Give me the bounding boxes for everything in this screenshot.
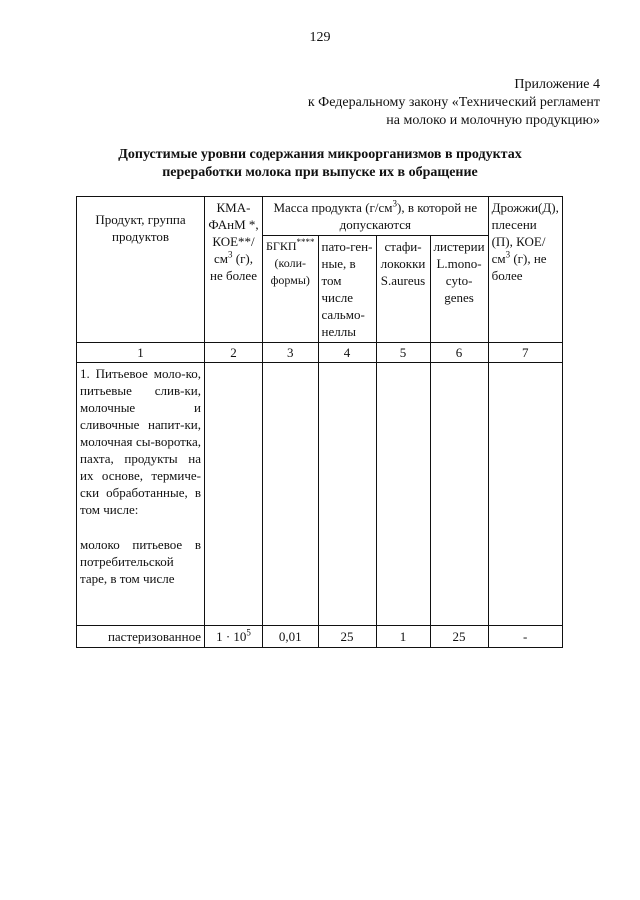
empty-cell <box>430 363 488 626</box>
column-number: 7 <box>488 343 562 363</box>
group-sub-label: молоко питьевое в потребительской таре, в том числе <box>80 537 201 586</box>
header-mass-pre: Масса продукта (г/см <box>273 200 393 215</box>
title-line-2: переработки молока при выпуске их в обращение <box>162 165 478 180</box>
row-pathogens: 25 <box>318 626 376 648</box>
header-yeast-sup: 3 <box>505 249 511 260</box>
empty-cell <box>263 363 319 626</box>
microorganism-limits-table <box>76 196 563 648</box>
page-number: 129 <box>309 30 331 45</box>
header-kmafanm <box>205 197 263 343</box>
header-bgkp <box>263 236 319 343</box>
appendix-line-1: Приложение 4 <box>514 77 600 92</box>
column-number: 5 <box>376 343 430 363</box>
header-kmafanm-unit-post: (г), не более <box>210 251 257 283</box>
group-label-cell <box>77 363 205 626</box>
header-bgkp-sub: (коли-формы) <box>270 256 310 287</box>
header-mass <box>263 197 489 236</box>
header-row-1 <box>77 197 563 236</box>
header-staph: стафи-лококки S.aureus <box>376 236 430 343</box>
row-yeast: - <box>488 626 562 648</box>
table-row <box>77 626 563 648</box>
document-title <box>60 146 580 182</box>
header-product: Продукт, группа продуктов <box>77 197 205 343</box>
empty-cell <box>488 363 562 626</box>
header-yeast-post: (г), не более <box>491 251 547 283</box>
empty-cell <box>318 363 376 626</box>
row-listeria: 25 <box>430 626 488 648</box>
empty-cell <box>376 363 430 626</box>
header-mass-post: ), в которой не допускаются <box>339 200 478 232</box>
row-kmafanm-exp: 5 <box>246 627 251 638</box>
empty-cell <box>205 363 263 626</box>
group-label: 1. Питьевое моло-ко, питьевые слив-ки, молочные и сливочные напит-ки, молочная сы-воротка, пахта, продукты на их основе, термиче-ски обработанные, в том числе: <box>80 366 201 517</box>
column-number: 4 <box>318 343 376 363</box>
row-kmafanm <box>205 626 263 648</box>
appendix-line-3: на молоко и молочную продукцию» <box>386 113 600 128</box>
column-number: 6 <box>430 343 488 363</box>
row-product: пастеризованное <box>77 626 205 648</box>
appendix-line-2: к Федеральному закону «Технический регламент <box>307 95 600 110</box>
title-line-1: Допустимые уровни содержания микроорганизмов в продуктах <box>118 147 522 162</box>
header-mass-sup: 3 <box>392 198 397 209</box>
header-bgkp-sup: **** <box>296 237 315 247</box>
row-staph: 1 <box>376 626 430 648</box>
row-kmafanm-base: 1 · 10 <box>216 629 247 644</box>
header-bgkp-text: БГКП <box>266 239 297 253</box>
row-bgkp: 0,01 <box>263 626 319 648</box>
column-number: 2 <box>205 343 263 363</box>
column-number: 1 <box>77 343 205 363</box>
appendix-reference <box>308 76 600 130</box>
header-kmafanm-unit-sup: 3 <box>228 249 233 260</box>
header-yeast-pre: Дрожжи(Д), плесени (П), КОЕ/см <box>491 200 559 266</box>
header-kmafanm-unit: см <box>214 251 228 266</box>
header-kmafanm-text: КМА-ФАнМ *, КОЕ**/ <box>208 200 259 249</box>
header-pathogens: пато-ген-ные, в том числе сальмо-неллы <box>318 236 376 343</box>
column-number: 3 <box>263 343 319 363</box>
header-listeria: листерии L.mono-cyto-genes <box>430 236 488 343</box>
column-number-row <box>77 343 563 363</box>
header-yeast <box>488 197 562 343</box>
group-row <box>77 363 563 626</box>
